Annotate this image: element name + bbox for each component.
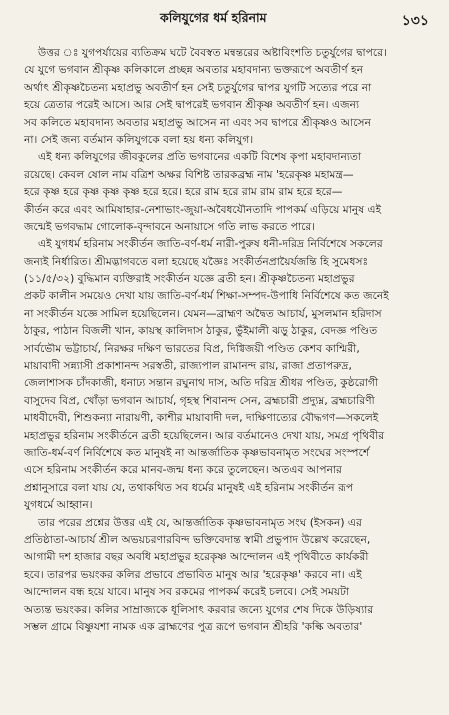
text-line: সম্ভল গ্রামে বিষ্ণুযশা নামক এক ব্রাহ্মণের পুত্র রূপে ভগবান শ্রীহরি 'কল্কি অবতার' [24,619,363,633]
text-line: অত্যন্ত ভয়ংকর। কলির সাম্রাজ্যকে ধূলিসাৎ করবার জন্যে যুগের শেষ দিকে উড়িষ্যার [24,602,374,616]
text-line: হয়ে ত্রেতার পরেই আসে। আর সেই দ্বাপরেই ভগবান শ্রীকৃষ্ণ অবতীর্ণ হন। এজন্য [24,98,360,112]
text-line: জন্মেই ভগবদ্ধাম গোলোক-বৃন্দাবনে অনায়াসে গতি লাভ করতে পারে। [24,219,316,233]
text-line: না। সেই জন্য বর্তমান কলিযুগকে বলা হয় ধন্য কলিযুগ। [24,132,254,146]
text-line: যে যুগে ভগবান শ্রীকৃষ্ণ কলিকালে প্রচ্ছন্ন অবতার মহাবদান্য ভক্তরূপে অবতীর্ণ হন [24,63,364,77]
text-line: না সংকীর্তন যজ্ঞে সামিল হয়েছিলেন। যেমন—ব্রাহ্মণ অদ্বৈত আচার্য, মুসলমান হরিদাস [24,306,382,320]
text-line: কীর্তন করে এবং আমিষাহার-নেশাভাং-জুয়া-অবৈধযৌনতাদি পাপকর্ম এড়িয়ে মানুষ এই [24,202,382,216]
text-line: সব কলিতে মহাবদান্য অবতার মহাপ্রভু আসেন না এবং সব দ্বাপরে শ্রীকৃষ্ণও আসেন [24,115,371,129]
text-line: রয়েছে। কেবল ষোল নাম বত্রিশ অক্ষর বিশিষ্ট তারকব্রহ্ম নাম 'হরেকৃষ্ণ মহামন্ত্র— [24,167,354,181]
text-line: ঠাকুর, পাঠান বিজলী খান, কায়স্থ কালিদাস ঠাকুর, ভুঁইমালী ঝড়ু ঠাকুর, বেদজ্ঞ পণ্ডিত [24,324,378,338]
body-text [24,44,434,635]
running-title: কলিযুগের ধর্ম হরিনাম [160,10,267,25]
text-line: আন্দোলন বন্ধ হয়ে যাবে। মানুষ সব রকমের পাপকর্ম করেই চলবে। সেই সময়টা [24,585,350,599]
text-line: এই ধন্য কলিযুগের জীবকুলের প্রতি ভগবানের একটি বিশেষ কৃপা মহাবদান্যতা [38,150,362,164]
page-header [0,8,449,30]
text-line: মায়াবাদী সন্ন্যাসী প্রকাশানন্দ সরস্বতী, রাজ্যপাল রামানন্দ রায়, রাজা প্রতাপরুদ্র, [24,359,352,373]
text-line: যুগধর্মে আহ্বান। [24,498,93,512]
text-line: (১১/৫/৩২) বুদ্ধিমান ব্যক্তিরাই সংকীর্তন যজ্ঞে ব্রতী হন। শ্রীকৃষ্ণচৈতন্য মহাপ্রভুর [24,272,355,286]
text-line: আগামী দশ হাজার বছর অবধি মহাপ্রভুর হরেকৃষ্ণ আন্দোলন এই পৃথিবীতে কার্যকরী [24,550,369,564]
text-line: উত্তর ঃ যুগপর্যায়ের ব্যতিক্রম ঘটে বৈবস্বত মন্বন্তরের অষ্টাবিংশতি চতুর্যুগের দ্বাপরে। [38,46,387,59]
text-line: মহাপ্রভুর হরিনাম সংকীর্তনে ব্রতী হয়েছিলেন। আর বর্তমানেও দেখা যায়, সমগ্র পৃথিবীর [24,428,385,442]
text-line: এই যুগধর্ম হরিনাম সংকীর্তন জাতি-বর্ণ-ধর্ম নারী-পুরুষ ধনী-দরিদ্র নির্বিশেষে সকলের [38,237,383,251]
text-line: জাতি-ধর্ম-বর্ণ নির্বিশেষে কত মানুষই না আন্তর্জাতিক কৃষ্ণভাবনামৃত সংঘের সংস্পর্শে [24,445,370,459]
page-number: ১৩১ [401,13,429,29]
text-line: হবে। তারপর ভয়ংকর কলির প্রভাবে প্রভাবিত মানুষ আর 'হরেকৃষ্ণ' করবে না। এই [24,567,362,581]
text-line: এসে হরিনাম সংকীর্তন করে মানব-জন্ম ধন্য করে তুলেছেন। অতএব আপনার [24,463,342,477]
text-line: তার পরের প্রশ্নের উত্তর এই যে, আন্তর্জাতিক কৃষ্ণভাবনামৃত সংঘ (ইসকন) এর [38,515,362,529]
text-line: প্রশ্নানুসারে বলা যায় যে, তথাকথিত সব ধর্মের মানুষই এই হরিনাম সংকীর্তন রূপ [24,480,354,494]
text-line: প্রকট কালীন সময়েও দেখা যায় জাতি-বর্ণ-ধর্ম শিক্ষা-সম্পদ-উপাধি নির্বিশেষে কত জনেই [24,289,389,303]
text-line: জন্যই নির্ধারিত। শ্রীমদ্ভাগবতে বলা হয়েছে যজ্ঞৈঃ সংকীর্তনপ্রায়ৈর্যজন্তি হি সুমেধসঃ [24,254,369,268]
text-line: প্রতিষ্ঠাতা-আচার্য শ্রীল অভয়চরণারবিন্দ ভক্তিবেদান্ত স্বামী প্রভুপাদ উল্লেখ করেছেন, [24,532,371,546]
text-line: অর্থাৎ শ্রীকৃষ্ণচৈতন্য মহাপ্রভু অবতীর্ণ হন সেই চতুর্যুগের দ্বাপর যুগটি সত্যের পরে না [24,80,372,94]
text-line: বাসুদেব বিপ্র, খোঁড়া ভগবান আচার্য, গৃহস্থ শিবানন্দ সেন, ব্রহ্মচারী প্রদ্যুম্ন, ব্রহ্মচারিণী [24,393,375,407]
text-line: জেলাশাসক চাঁদকাজী, ধনাঢ্য সন্তান রঘুনাথ দাস, অতি দরিদ্র শ্রীধর পণ্ডিত, কুষ্ঠরোগী [24,376,379,390]
text-line: হরে কৃষ্ণ হরে কৃষ্ণ কৃষ্ণ কৃষ্ণ হরে হরে। হরে রাম হরে রাম রাম রাম হরে হরে— [24,185,343,199]
text-line: মাধবীদেবী, শিশুকন্যা নারায়ণী, কাশীর মায়াবাদী দল, দাক্ষিণাত্যের বৌদ্ধগণ—সকলেই [24,411,379,425]
text-line: সার্বভৌম ভট্টাচার্য, নিরক্ষর দক্ষিণ ভারতের বিপ্র, দিগ্বিজয়ী পণ্ডিত কেশব কাশ্মিরী, [24,341,360,355]
